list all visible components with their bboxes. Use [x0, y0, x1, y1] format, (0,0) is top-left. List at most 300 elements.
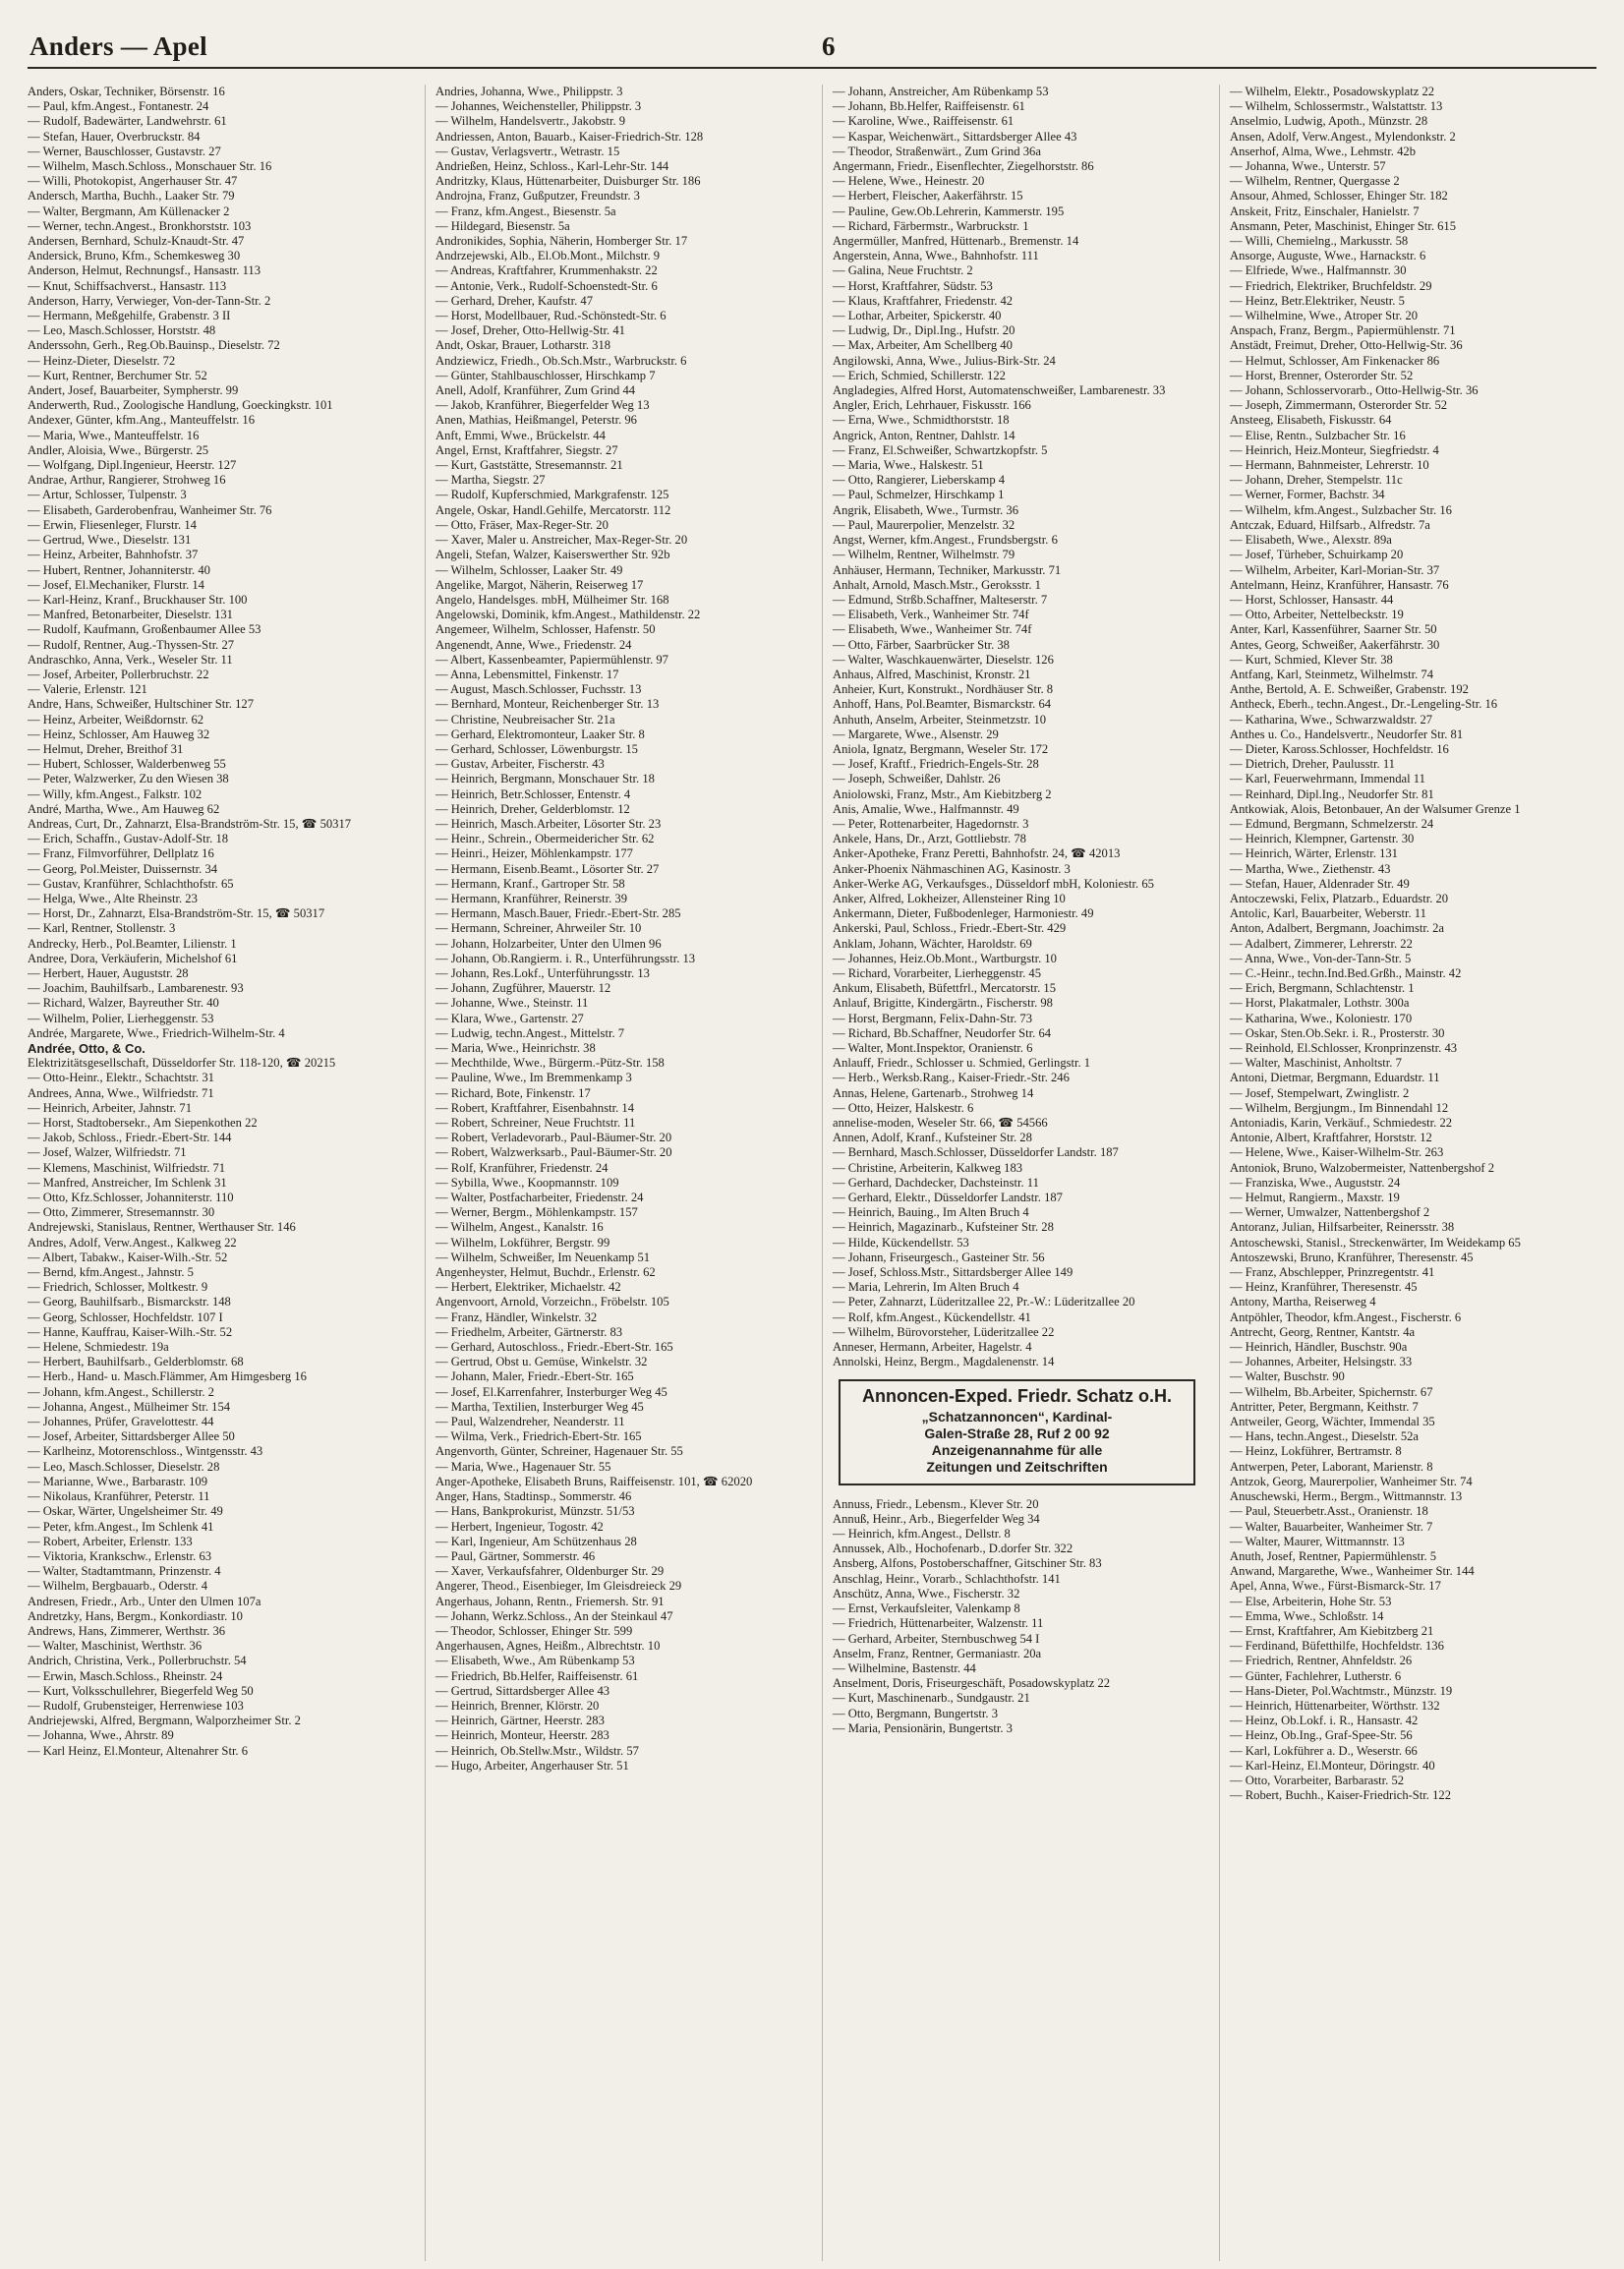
directory-entry: — Gustav, Verlagsvertr., Wetrastr. 15 [435, 144, 620, 158]
directory-entry: — Heinz, Ob.Lokf. i. R., Hansastr. 42 [1230, 1714, 1419, 1728]
directory-entry: — Walter, Mont.Inspektor, Oranienstr. 6 [833, 1041, 1033, 1055]
directory-entry: — Otto, Zimmerer, Stresemannstr. 30 [28, 1205, 215, 1220]
directory-entry: — Otto, Fräser, Max-Reger-Str. 20 [435, 517, 609, 532]
directory-entry: — Hanne, Kauffrau, Kaiser-Wilh.-Str. 52 [28, 1324, 233, 1339]
directory-entry: — Reinhard, Dipl.Ing., Neudorfer Str. 81 [1230, 786, 1434, 801]
directory-entry: — Otto, Bergmann, Bungertstr. 3 [833, 1706, 999, 1720]
directory-entry: Ansorge, Auguste, Wwe., Harnackstr. 6 [1230, 249, 1426, 263]
directory-entry: Antelmann, Heinz, Kranführer, Hansastr. 76 [1230, 577, 1449, 592]
directory-entry: Antoniok, Bruno, Walzobermeister, Nattenbergshof 2 [1230, 1160, 1495, 1175]
directory-entry: Ansen, Adolf, Verw.Angest., Mylendonkstr. 2 [1230, 129, 1456, 144]
directory-entry: — Johann, Maler, Friedr.-Ebert-Str. 165 [435, 1369, 634, 1384]
directory-entry: Annas, Helene, Gartenarb., Strohweg 14 [833, 1085, 1034, 1100]
directory-entry: — Peter, Zahnarzt, Lüderitzallee 22, Pr.-W.: Lüderitzallee 20 [833, 1295, 1135, 1309]
directory-entry: — Willy, kfm.Angest., Falkstr. 102 [28, 786, 203, 801]
directory-entry: — Ludwig, techn.Angest., Mittelstr. 7 [435, 1025, 625, 1040]
directory-entry: — Horst, Schlosser, Hansastr. 44 [1230, 592, 1394, 607]
directory-entry: Andrießen, Heinz, Schloss., Karl-Lehr-Str. 144 [435, 159, 669, 174]
directory-entry: Andersch, Martha, Buchh., Laaker Str. 79 [28, 189, 235, 204]
directory-entry: — Horst, Stadtobersekr., Am Siepenkothen 22 [28, 1116, 258, 1131]
directory-entry: — Xaver, Verkaufsfahrer, Oldenburger Str. 29 [435, 1564, 665, 1579]
directory-entry: — Karoline, Wwe., Raiffeisenstr. 61 [833, 114, 1015, 129]
directory-entry: — Kurt, Maschinenarb., Sundgaustr. 21 [833, 1691, 1030, 1706]
directory-entry: — Hugo, Arbeiter, Angerhauser Str. 51 [435, 1758, 629, 1773]
directory-entry: — Georg, Pol.Meister, Duissernstr. 34 [28, 861, 218, 876]
directory-entry: Anwand, Margarethe, Wwe., Wanheimer Str. 144 [1230, 1564, 1475, 1579]
directory-entry: — Otto, Vorarbeiter, Barbarastr. 52 [1230, 1773, 1405, 1787]
directory-entry: — Johanna, Wwe., Unterstr. 57 [1230, 159, 1386, 174]
directory-entry: Anselmio, Ludwig, Apoth., Münzstr. 28 [1230, 114, 1428, 129]
directory-entry: — Helene, Wwe., Heinestr. 20 [833, 174, 985, 189]
advertisement-box [839, 1379, 1195, 1484]
advertisement-line: „Schatzannoncen“, Kardinal- [921, 1408, 1113, 1425]
directory-entry: Anheier, Kurt, Konstrukt., Nordhäuser Str. 8 [833, 682, 1054, 697]
directory-entry: Anselm, Franz, Rentner, Germaniastr. 20a [833, 1646, 1042, 1660]
directory-entry: — Wilhelm, Bb.Arbeiter, Spichernstr. 67 [1230, 1384, 1433, 1399]
directory-entry: — Karlheinz, Motorenschloss., Wintgensstr. 43 [28, 1444, 263, 1459]
directory-entry: Andretzky, Hans, Bergm., Konkordiastr. 10 [28, 1608, 243, 1623]
directory-entry: Anderson, Harry, Verwieger, Von-der-Tann-Str. 2 [28, 293, 271, 308]
directory-entry: Andersen, Bernhard, Schulz-Knaudt-Str. 47 [28, 234, 245, 249]
directory-entry: — Hubert, Schlosser, Walderbenweg 55 [28, 757, 226, 772]
directory-entry: Antweiler, Georg, Wächter, Immendal 35 [1230, 1415, 1435, 1429]
directory-entry: — Johanna, Wwe., Ahrstr. 89 [28, 1728, 174, 1743]
directory-entry: — Artur, Schlosser, Tulpenstr. 3 [28, 488, 187, 502]
directory-entry: — Gertrud, Sittardsberger Allee 43 [435, 1683, 610, 1698]
directory-entry: — Gustav, Arbeiter, Fischerstr. 43 [435, 757, 605, 772]
directory-entry: Andziewicz, Friedh., Ob.Sch.Mstr., Warbruckstr. 6 [435, 353, 687, 368]
directory-entry: — Rudolf, Rentner, Aug.-Thyssen-Str. 27 [28, 637, 235, 652]
advertisement-line: Zeitungen und Zeitschriften [926, 1458, 1108, 1475]
directory-entry: Andrich, Christina, Verk., Pollerbruchstr. 54 [28, 1654, 247, 1668]
directory-entry: — Manfred, Anstreicher, Im Schlenk 31 [28, 1175, 227, 1190]
directory-entry: Ansberg, Alfons, Postoberschaffner, Gitschiner Str. 83 [833, 1556, 1102, 1571]
directory-entry: Angele, Oskar, Handl.Gehilfe, Mercatorstr. 112 [435, 502, 671, 517]
directory-entry: Andronikides, Sophia, Näherin, Homberger Str. 17 [435, 234, 688, 249]
directory-entry: — Katharina, Wwe., Schwarzwaldstr. 27 [1230, 712, 1433, 727]
directory-entry: Antoni, Dietmar, Bergmann, Eduardstr. 11 [1230, 1071, 1440, 1085]
directory-entry: — Günter, Stahlbauschlosser, Hirschkamp 7 [435, 368, 656, 382]
directory-entry: Anderwerth, Rud., Zoologische Handlung, Goeckingkstr. 101 [28, 398, 333, 413]
directory-entry: — Pauline, Gew.Ob.Lehrerin, Kammerstr. 195 [833, 204, 1065, 218]
directory-entry: — Erich, Schaffn., Gustav-Adolf-Str. 18 [28, 832, 229, 846]
directory-entry: — Rudolf, Grubensteiger, Herrenwiese 103 [28, 1698, 244, 1713]
directory-entry: — Heinrich, Dreher, Gelderblomstr. 12 [435, 801, 630, 816]
directory-entry: — Maria, Wwe., Halskestr. 51 [833, 458, 984, 473]
directory-entry: Anklam, Johann, Wächter, Haroldstr. 69 [833, 936, 1032, 951]
directory-entry: Anger, Hans, Stadtinsp., Sommerstr. 46 [435, 1489, 632, 1504]
page-number: 6 [822, 31, 836, 61]
directory-entry: Angemeer, Wilhelm, Schlosser, Hafenstr. 50 [435, 622, 656, 637]
directory-entry: — Karl, Rentner, Stollenstr. 3 [28, 921, 176, 936]
directory-entry: — Johann, Res.Lokf., Unterführungsstr. 13 [435, 965, 650, 980]
directory-entry: — Margarete, Wwe., Alsenstr. 29 [833, 727, 999, 741]
directory-entry: — Johann, Zugführer, Mauerstr. 12 [435, 981, 611, 996]
directory-entry: — Heinz, Arbeiter, Weißdornstr. 62 [28, 712, 204, 727]
directory-entry: — Paul, Walzendreher, Neanderstr. 11 [435, 1415, 625, 1429]
directory-entry: Annuß, Heinr., Arb., Biegerfelder Weg 34 [833, 1511, 1040, 1526]
directory-entry: — Hermann, Bahnmeister, Lehrerstr. 10 [1230, 458, 1429, 473]
directory-entry: — Hermann, Schreiner, Ahrweiler Str. 10 [435, 921, 642, 936]
directory-entry: — Galina, Neue Fruchtstr. 2 [833, 263, 973, 278]
directory-entry: — Leo, Masch.Schlosser, Horststr. 48 [28, 323, 216, 338]
column-2 [425, 85, 806, 2261]
directory-entry: — Karl-Heinz, El.Monteur, Döringstr. 40 [1230, 1758, 1435, 1773]
directory-entry: — Hermann, Meßgehilfe, Grabenstr. 3 II [28, 309, 231, 323]
directory-entry: Anhäuser, Hermann, Techniker, Markusstr. 71 [833, 562, 1062, 577]
directory-entry: — Wilhelm, Lokführer, Bergstr. 99 [435, 1235, 610, 1250]
column-4 [1219, 85, 1600, 2261]
directory-entry: — Erwin, Fliesenleger, Flurstr. 14 [28, 517, 197, 532]
directory-entry: — Peter, Walzwerker, Zu den Wiesen 38 [28, 772, 229, 786]
directory-entry: Anderson, Helmut, Rechnungsf., Hansastr. 113 [28, 263, 261, 278]
directory-entry: — Friedhelm, Arbeiter, Gärtnerstr. 83 [435, 1324, 623, 1339]
directory-entry: Antwerpen, Peter, Laborant, Marienstr. 8 [1230, 1459, 1433, 1474]
directory-entry: — Elisabeth, Verk., Wanheimer Str. 74f [833, 608, 1029, 622]
directory-entry: Anuschewski, Herm., Bergm., Wittmannstr. 13 [1230, 1489, 1463, 1504]
directory-entry: — Wilhelm, Elektr., Posadowskyplatz 22 [1230, 85, 1435, 98]
directory-entry: — Georg, Schlosser, Hochfeldstr. 107 I [28, 1309, 223, 1324]
directory-entry: — Wolfgang, Dipl.Ingenieur, Heerstr. 127 [28, 458, 237, 473]
directory-entry: — Werner, techn.Angest., Bronkhorststr. 103 [28, 218, 252, 233]
directory-entry: Andriessen, Anton, Bauarb., Kaiser-Friedrich-Str. 128 [435, 129, 704, 144]
directory-entry: — Johann, Ob.Rangierm. i. R., Unterführungsstr. 13 [435, 951, 696, 965]
directory-entry: Ankum, Elisabeth, Büfettfrl., Mercatorstr. 15 [833, 981, 1056, 996]
directory-entry: — Wilhelm, Schweißer, Im Neuenkamp 51 [435, 1250, 651, 1264]
directory-entry: — August, Masch.Schlosser, Fuchsstr. 13 [435, 682, 642, 697]
directory-entry: — Wilhelm, Bürovorsteher, Lüderitzallee 22 [833, 1324, 1055, 1339]
directory-entry: — Marianne, Wwe., Barbarastr. 109 [28, 1474, 208, 1488]
directory-entry: — Wilhelm, Bergjungm., Im Binnendahl 12 [1230, 1100, 1449, 1115]
directory-entry: Angenvorth, Günter, Schreiner, Hagenauer Str. 55 [435, 1444, 683, 1459]
directory-entry: — Josef, Arbeiter, Pollerbruchstr. 22 [28, 667, 209, 681]
directory-entry: — Herbert, Bauhilfsarb., Gelderblomstr. 68 [28, 1355, 244, 1369]
directory-entry: Andert, Josef, Bauarbeiter, Sympherstr. 99 [28, 383, 239, 398]
directory-entry: — Joseph, Zimmermann, Osterorder Str. 52 [1230, 398, 1448, 413]
directory-entry: — Oskar, Wärter, Ungelsheimer Str. 49 [28, 1504, 223, 1519]
directory-entry: — Karl-Heinz, Kranf., Bruckhauser Str. 100 [28, 592, 248, 607]
directory-entry: — Kaspar, Weichenwärt., Sittardsberger Allee 43 [833, 129, 1077, 144]
directory-entry: Angermüller, Manfred, Hüttenarb., Bremenstr. 14 [833, 234, 1079, 249]
directory-entry: — Wilhelm, kfm.Angest., Sulzbacher Str. 16 [1230, 502, 1452, 517]
directory-entry: — Heinrich, kfm.Angest., Dellstr. 8 [833, 1527, 1011, 1542]
directory-entry: Andrejewski, Stanislaus, Rentner, Werthauser Str. 146 [28, 1220, 296, 1235]
directory-entry: — Richard, Bote, Finkenstr. 17 [435, 1085, 591, 1100]
directory-entry: — Heinrich, Ob.Stellw.Mstr., Wildstr. 57 [435, 1743, 639, 1758]
directory-entry: — Hermann, Kranf., Gartroper Str. 58 [435, 876, 625, 891]
directory-entry: Antoczewski, Felix, Platzarb., Eduardstr. 20 [1230, 891, 1449, 905]
directory-entry: — Ernst, Kraftfahrer, Am Kiebitzberg 21 [1230, 1623, 1434, 1638]
directory-entry: — Heinr., Schrein., Obermeidericher Str. 62 [435, 832, 655, 846]
directory-entry: Anker-Phoenix Nähmaschinen AG, Kasinostr. 3 [833, 861, 1071, 876]
directory-entry: — Richard, Färbermstr., Warbruckstr. 1 [833, 218, 1029, 233]
directory-entry: — Bernd, kfm.Angest., Jahnstr. 5 [28, 1265, 194, 1280]
directory-entry: Anton, Adalbert, Bergmann, Joachimstr. 2a [1230, 921, 1445, 936]
directory-entry: — Werner, Former, Bachstr. 34 [1230, 488, 1385, 502]
directory-entry: — Heinrich, Bergmann, Monschauer Str. 18 [435, 772, 655, 786]
directory-entry: — Hans, Bankprokurist, Münzstr. 51/53 [435, 1504, 635, 1519]
directory-entry: — Heinz, Schlosser, Am Hauweg 32 [28, 727, 210, 741]
directory-entry: — Karl, Feuerwehrmann, Immendal 11 [1230, 772, 1425, 786]
directory-entry: Apel, Anna, Wwe., Fürst-Bismarck-Str. 17 [1230, 1579, 1441, 1594]
directory-entry: — Walter, Stadtamtmann, Prinzenstr. 4 [28, 1564, 221, 1579]
directory-entry: Anhalt, Arnold, Masch.Mstr., Geroksstr. 1 [833, 577, 1041, 592]
directory-entry: — Jakob, Schloss., Friedr.-Ebert-Str. 144 [28, 1131, 232, 1145]
directory-entry: Antzok, Georg, Maurerpolier, Wanheimer Str. 74 [1230, 1474, 1473, 1488]
directory-entry: — Hans-Dieter, Pol.Wachtmstr., Münzstr. 19 [1230, 1683, 1453, 1698]
directory-entry: Angelowski, Dominik, kfm.Angest., Mathildenstr. 22 [435, 608, 701, 622]
directory-entry: Anschütz, Anna, Wwe., Fischerstr. 32 [833, 1586, 1020, 1600]
directory-entry: — Helmut, Schlosser, Am Finkenacker 86 [1230, 353, 1440, 368]
directory-entry: Andreas, Curt, Dr., Zahnarzt, Elsa-Brandström-Str. 15, ☎ 50317 [28, 816, 352, 831]
directory-entry: Antonie, Albert, Kraftfahrer, Horststr. 12 [1230, 1131, 1432, 1145]
advertisement-title: Annoncen-Exped. Friedr. Schatz o.H. [861, 1386, 1173, 1407]
directory-entry: — Karl, Lokführer a. D., Weserstr. 66 [1230, 1743, 1418, 1758]
directory-entry: Andriejewski, Alfred, Bergmann, Walporzheimer Str. 2 [28, 1714, 301, 1728]
directory-entry: — Gerhard, Elektromonteur, Laaker Str. 8 [435, 727, 645, 741]
directory-entry: — Leo, Masch.Schlosser, Dieselstr. 28 [28, 1459, 220, 1474]
directory-entry: — Paul, kfm.Angest., Fontanestr. 24 [28, 99, 209, 114]
directory-entry: Angenvoort, Arnold, Vorzeichn., Fröbelstr. 105 [435, 1295, 669, 1309]
directory-entry: — Josef, Schloss.Mstr., Sittardsberger Allee 149 [833, 1265, 1073, 1280]
directory-entry: — Walter, Maschinist, Anholtstr. 7 [1230, 1056, 1402, 1071]
directory-entry: — Heinz, Kranführer, Theresenstr. 45 [1230, 1280, 1418, 1295]
directory-entry: — Robert, Schreiner, Neue Fruchtstr. 11 [435, 1116, 636, 1131]
directory-entry: Angel, Ernst, Kraftfahrer, Siegstr. 27 [435, 442, 618, 457]
directory-entry: Antoranz, Julian, Hilfsarbeiter, Reinersstr. 38 [1230, 1220, 1455, 1235]
directory-entry: — Elisabeth, Garderobenfrau, Wanheimer Str. 76 [28, 502, 272, 517]
directory-entry: — Gerhard, Arbeiter, Sternbuschweg 54 I [833, 1631, 1040, 1646]
directory-entry: — Elisabeth, Wwe., Alexstr. 89a [1230, 533, 1392, 548]
directory-entry: — Robert, Walzwerksarb., Paul-Bäumer-Str. 20 [435, 1145, 672, 1160]
directory-entry: — Erwin, Masch.Schloss., Rheinstr. 24 [28, 1668, 223, 1683]
directory-entry: Annussek, Alb., Hochofenarb., D.dorfer Str. 322 [833, 1542, 1073, 1556]
directory-entry: — Joseph, Schweißer, Dahlstr. 26 [833, 772, 1001, 786]
directory-entry: — Walter, Maschinist, Werthstr. 36 [28, 1639, 203, 1654]
directory-entry: — Heinrich, Arbeiter, Jahnstr. 71 [28, 1100, 193, 1115]
directory-entry: — Kurt, Schmied, Klever Str. 38 [1230, 652, 1393, 667]
directory-entry: Antes, Georg, Schweißer, Aakerfährstr. 30 [1230, 637, 1440, 652]
directory-entry: — Friedrich, Hüttenarbeiter, Walzenstr. 11 [833, 1616, 1044, 1631]
directory-entry: Anthes u. Co., Handelsvertr., Neudorfer Str. 81 [1230, 727, 1464, 741]
directory-entry: — Gustav, Kranführer, Schlachthofstr. 65 [28, 876, 234, 891]
directory-entry: — Heinrich, Bauing., Im Alten Bruch 4 [833, 1205, 1029, 1220]
directory-entry: — Hildegard, Biesenstr. 5a [435, 218, 570, 233]
directory-entry: Andraschko, Anna, Verk., Weseler Str. 11 [28, 652, 233, 667]
directory-columns [28, 85, 1600, 2261]
directory-entry: — Richard, Bb.Schaffner, Neudorfer Str. 64 [833, 1025, 1052, 1040]
directory-entry: — Klaus, Kraftfahrer, Friedenstr. 42 [833, 293, 1014, 308]
directory-entry: — Jakob, Kranführer, Biegerfelder Weg 13 [435, 398, 650, 413]
page-title: Anders — Apel [29, 31, 207, 61]
directory-entry: — Josef, Arbeiter, Sittardsberger Allee 50 [28, 1429, 235, 1444]
directory-entry: — Richard, Vorarbeiter, Lierheggenstr. 45 [833, 965, 1042, 980]
directory-entry: Anhaus, Alfred, Maschinist, Kronstr. 21 [833, 667, 1031, 681]
directory-entry: — Johannes, Weichensteller, Philippstr. 3 [435, 99, 642, 114]
directory-entry: — Hermann, Kranführer, Reinerstr. 39 [435, 891, 627, 905]
directory-entry: — Hermann, Masch.Bauer, Friedr.-Ebert-Str. 285 [435, 906, 681, 921]
directory-entry: — Maria, Lehrerin, Im Alten Bruch 4 [833, 1280, 1019, 1295]
directory-entry: — Horst, Kraftfahrer, Südstr. 53 [833, 278, 993, 293]
directory-entry: Angelike, Margot, Näherin, Reiserweg 17 [435, 577, 644, 592]
directory-entry: Anstädt, Freimut, Dreher, Otto-Hellwig-Str. 36 [1230, 338, 1463, 353]
directory-entry: — Christine, Arbeiterin, Kalkweg 183 [833, 1160, 1023, 1175]
directory-entry: Angerhaus, Johann, Rentn., Friemersh. Str. 91 [435, 1594, 665, 1608]
directory-entry: — C.-Heinr., techn.Ind.Bed.Grßh., Mainstr. 42 [1230, 965, 1462, 980]
directory-entry: — Heinrich, Händler, Buschstr. 90a [1230, 1340, 1408, 1355]
directory-entry: — Richard, Walzer, Bayreuther Str. 40 [28, 996, 219, 1011]
directory-entry: — Heinrich, Hüttenarbeiter, Wörthstr. 132 [1230, 1698, 1440, 1713]
directory-entry: Andresen, Friedr., Arb., Unter den Ulmen 107a [28, 1594, 261, 1608]
directory-entry: Anlauf, Brigitte, Kindergärtn., Fischerstr. 98 [833, 996, 1053, 1011]
directory-entry: — Wilhelm, Handelsvertr., Jakobstr. 9 [435, 114, 626, 129]
directory-entry: — Karl, Ingenieur, Am Schützenhaus 28 [435, 1534, 637, 1548]
directory-entry: — Walter, Bergmann, Am Küllenacker 2 [28, 204, 230, 218]
directory-entry: Aniolowski, Franz, Mstr., Am Kiebitzberg 2 [833, 786, 1052, 801]
directory-entry: Anschlag, Heinr., Vorarb., Schlachthofstr. 141 [833, 1571, 1061, 1586]
directory-entry: Angilowski, Anna, Wwe., Julius-Birk-Str. 24 [833, 353, 1056, 368]
directory-entry: — Walter, Maurer, Wittmannstr. 13 [1230, 1534, 1405, 1548]
directory-entry: — Pauline, Wwe., Im Bremmenkamp 3 [435, 1071, 632, 1085]
directory-entry: Anter, Karl, Kassenführer, Saarner Str. 50 [1230, 622, 1437, 637]
directory-entry: — Franz, El.Schweißer, Schwartzkopfstr. 5 [833, 442, 1048, 457]
directory-entry: Anderssohn, Gerh., Reg.Ob.Bauinsp., Dieselstr. 72 [28, 338, 280, 353]
directory-entry: — Rudolf, Badewärter, Landwehrstr. 61 [28, 114, 227, 129]
directory-entry: — Johann, Anstreicher, Am Rübenkamp 53 [833, 85, 1049, 98]
directory-entry: — Friedrich, Elektriker, Bruchfeldstr. 29 [1230, 278, 1432, 293]
directory-entry: — Walter, Waschkauenwärter, Dieselstr. 126 [833, 652, 1054, 667]
directory-entry: — Herbert, Hauer, Auguststr. 28 [28, 965, 189, 980]
directory-entry: — Dietrich, Dreher, Paulusstr. 11 [1230, 757, 1395, 772]
directory-entry: — Wilhelm, Polier, Lierheggenstr. 53 [28, 1011, 214, 1025]
directory-entry: Andries, Johanna, Wwe., Philippstr. 3 [435, 85, 623, 98]
directory-entry: — Johann, Schlosservorarb., Otto-Hellwig-Str. 36 [1230, 383, 1479, 398]
directory-entry: — Hans, techn.Angest., Dieselstr. 52a [1230, 1429, 1420, 1444]
directory-entry: — Erich, Schmied, Schillerstr. 122 [833, 368, 1006, 382]
directory-entry: annelise-moden, Weseler Str. 66, ☎ 54566 [833, 1116, 1048, 1131]
directory-entry: — Helmut, Rangierm., Maxstr. 19 [1230, 1191, 1400, 1205]
directory-entry: — Maria, Wwe., Hagenauer Str. 55 [435, 1459, 611, 1474]
directory-entry: — Heinri., Heizer, Möhlenkampstr. 177 [435, 846, 633, 861]
directory-entry: — Johann, Dreher, Stempelstr. 11c [1230, 473, 1403, 488]
directory-entry: Anhuth, Anselm, Arbeiter, Steinmetzstr. 10 [833, 712, 1047, 727]
directory-entry: Ansteeg, Elisabeth, Fiskusstr. 64 [1230, 413, 1392, 428]
directory-entry: — Hubert, Rentner, Johanniterstr. 40 [28, 562, 210, 577]
directory-entry: — Willi, Chemielng., Markusstr. 58 [1230, 234, 1409, 249]
directory-entry: — Wilhelm, Arbeiter, Karl-Morian-Str. 37 [1230, 562, 1440, 577]
directory-entry: — Rudolf, Kupferschmied, Markgrafenstr. 125 [435, 488, 669, 502]
directory-entry: — Kurt, Gaststätte, Stresemannstr. 21 [435, 458, 623, 473]
directory-entry: — Viktoria, Krankschw., Erlenstr. 63 [28, 1548, 212, 1563]
directory-entry: — Else, Arbeiterin, Hohe Str. 53 [1230, 1594, 1392, 1608]
directory-entry: — Gertrud, Wwe., Dieselstr. 131 [28, 533, 192, 548]
directory-entry: — Martha, Siegstr. 27 [435, 473, 546, 488]
directory-entry: Anker, Alfred, Lokheizer, Allensteiner Ring 10 [833, 891, 1066, 905]
directory-entry: Ansmann, Peter, Maschinist, Ehinger Str. 615 [1230, 218, 1457, 233]
directory-entry: Anis, Amalie, Wwe., Halfmannstr. 49 [833, 801, 1019, 816]
directory-entry: Andrae, Arthur, Rangierer, Strohweg 16 [28, 473, 226, 488]
directory-entry: — Martha, Textilien, Insterburger Weg 45 [435, 1399, 644, 1414]
directory-entry: — Horst, Brenner, Osterorder Str. 52 [1230, 368, 1414, 382]
directory-entry: — Wilhelm, Rentner, Quergasse 2 [1230, 174, 1400, 189]
directory-entry: — Herb., Werksb.Rang., Kaiser-Friedr.-Str. 246 [833, 1071, 1070, 1085]
directory-entry: Anlauff, Friedr., Schlosser u. Schmied, Gerlingstr. 1 [833, 1056, 1091, 1071]
directory-entry: — Valerie, Erlenstr. 121 [28, 682, 147, 697]
directory-entry: — Gerhard, Elektr., Düsseldorfer Landstr. 187 [833, 1191, 1063, 1205]
page-header [28, 28, 1596, 69]
directory-entry: Andrée, Margarete, Wwe., Friedrich-Wilhelm-Str. 4 [28, 1025, 285, 1040]
directory-entry: — Anna, Lebensmittel, Finkenstr. 17 [435, 667, 619, 681]
directory-entry: — Horst, Dr., Zahnarzt, Elsa-Brandström-Str. 15, ☎ 50317 [28, 906, 325, 921]
directory-entry: — Johann, Holzarbeiter, Unter den Ulmen 96 [435, 936, 662, 951]
directory-entry: — Karl Heinz, El.Monteur, Altenahrer Str. 6 [28, 1743, 249, 1758]
directory-entry: — Bernhard, Masch.Schlosser, Düsseldorfer Landstr. 187 [833, 1145, 1119, 1160]
directory-entry: Andre, Hans, Schweißer, Hultschiner Str. 127 [28, 697, 254, 712]
directory-entry: — Paul, Schmelzer, Hirschkamp 1 [833, 488, 1005, 502]
directory-entry: Anhoff, Hans, Pol.Beamter, Bismarckstr. 64 [833, 697, 1052, 712]
directory-entry: — Robert, Verladevorarb., Paul-Bäumer-Str. 20 [435, 1131, 672, 1145]
directory-entry: — Josef, El.Mechaniker, Flurstr. 14 [28, 577, 204, 592]
directory-entry: Angenendt, Anne, Wwe., Friedenstr. 24 [435, 637, 632, 652]
directory-entry: — Ernst, Verkaufsleiter, Valenkamp 8 [833, 1601, 1020, 1616]
directory-entry: — Josef, Walzer, Wilfriedstr. 71 [28, 1145, 187, 1160]
directory-entry: — Herbert, Fleischer, Aakerfährstr. 15 [833, 189, 1023, 204]
directory-entry: — Sybilla, Wwe., Koopmannstr. 109 [435, 1175, 619, 1190]
directory-entry: — Heinrich, Wärter, Erlenstr. 131 [1230, 846, 1398, 861]
directory-entry: — Johannes, Heiz.Ob.Mont., Wartburgstr. 10 [833, 951, 1057, 965]
directory-entry: Anger-Apotheke, Elisabeth Bruns, Raiffeisenstr. 101, ☎ 62020 [435, 1474, 753, 1488]
column-1 [28, 85, 409, 2261]
directory-entry: — Emma, Wwe., Schloßstr. 14 [1230, 1608, 1384, 1623]
directory-entry: Elektrizitätsgesellschaft, Düsseldorfer Str. 118-120, ☎ 20215 [28, 1056, 336, 1071]
directory-entry: — Werner, Umwalzer, Nattenbergshof 2 [1230, 1205, 1430, 1220]
directory-entry: — Heinrich, Magazinarb., Kufsteiner Str. 28 [833, 1220, 1054, 1235]
directory-entry: — Lothar, Arbeiter, Spickerstr. 40 [833, 309, 1002, 323]
directory-entry: — Gerhard, Schlosser, Löwenburgstr. 15 [435, 741, 638, 756]
directory-entry: — Peter, Rottenarbeiter, Hagedornstr. 3 [833, 816, 1029, 831]
directory-entry: — Willi, Photokopist, Angerhauser Str. 47 [28, 174, 238, 189]
directory-entry: — Maria, Wwe., Manteuffelstr. 16 [28, 428, 200, 442]
directory-entry: — Friedrich, Schlosser, Moltkestr. 9 [28, 1280, 208, 1295]
directory-entry: — Peter, kfm.Angest., Im Schlenk 41 [28, 1519, 214, 1534]
directory-entry: — Franz, kfm.Angest., Biesenstr. 5a [435, 204, 616, 218]
directory-entry: — Franz, Abschlepper, Prinzregentstr. 41 [1230, 1265, 1435, 1280]
directory-entry: Antoszewski, Bruno, Kranführer, Theresenstr. 45 [1230, 1250, 1474, 1264]
directory-entry: — Elisabeth, Wwe., Wanheimer Str. 74f [833, 622, 1032, 637]
directory-entry: — Heinz, Betr.Elektriker, Neustr. 5 [1230, 293, 1405, 308]
directory-entry: — Heinrich, Gärtner, Heerstr. 283 [435, 1714, 605, 1728]
directory-entry: — Wilhelm, Schlossermstr., Walstattstr. 13 [1230, 99, 1443, 114]
directory-entry: Angler, Erich, Lehrhauer, Fiskusstr. 166 [833, 398, 1031, 413]
directory-entry: — Edmund, Strßb.Schaffner, Malteserstr. 7 [833, 592, 1048, 607]
directory-entry: — Theodor, Schlosser, Ehinger Str. 599 [435, 1623, 633, 1638]
directory-entry: — Johanne, Wwe., Steinstr. 11 [435, 996, 589, 1011]
directory-entry: Angerstein, Anna, Wwe., Bahnhofstr. 111 [833, 249, 1039, 263]
directory-entry: — Christine, Neubreisacher Str. 21a [435, 712, 615, 727]
directory-entry: — Franz, Händler, Winkelstr. 32 [435, 1309, 598, 1324]
directory-entry: Andersick, Bruno, Kfm., Schemkesweg 30 [28, 249, 241, 263]
directory-entry: — Anna, Wwe., Von-der-Tann-Str. 5 [1230, 951, 1412, 965]
directory-entry: — Hilde, Kückendellstr. 53 [833, 1235, 969, 1250]
directory-entry: Andrée, Otto, & Co. [28, 1041, 145, 1056]
directory-entry: — Martha, Wwe., Ziethenstr. 43 [1230, 861, 1391, 876]
directory-entry: — Wilhelmine, Wwe., Atroper Str. 20 [1230, 309, 1419, 323]
directory-entry: Annolski, Heinz, Bergm., Magdalenenstr. 14 [833, 1355, 1055, 1369]
directory-entry: — Josef, Kraftf., Friedrich-Engels-Str. 28 [833, 757, 1039, 772]
directory-entry: Antoschewski, Stanisl., Streckenwärter, Im Weidekamp 65 [1230, 1235, 1521, 1250]
directory-entry: Anspach, Franz, Bergm., Papiermühlenstr. 71 [1230, 323, 1456, 338]
directory-entry: — Albert, Tabakw., Kaiser-Wilh.-Str. 52 [28, 1250, 228, 1264]
